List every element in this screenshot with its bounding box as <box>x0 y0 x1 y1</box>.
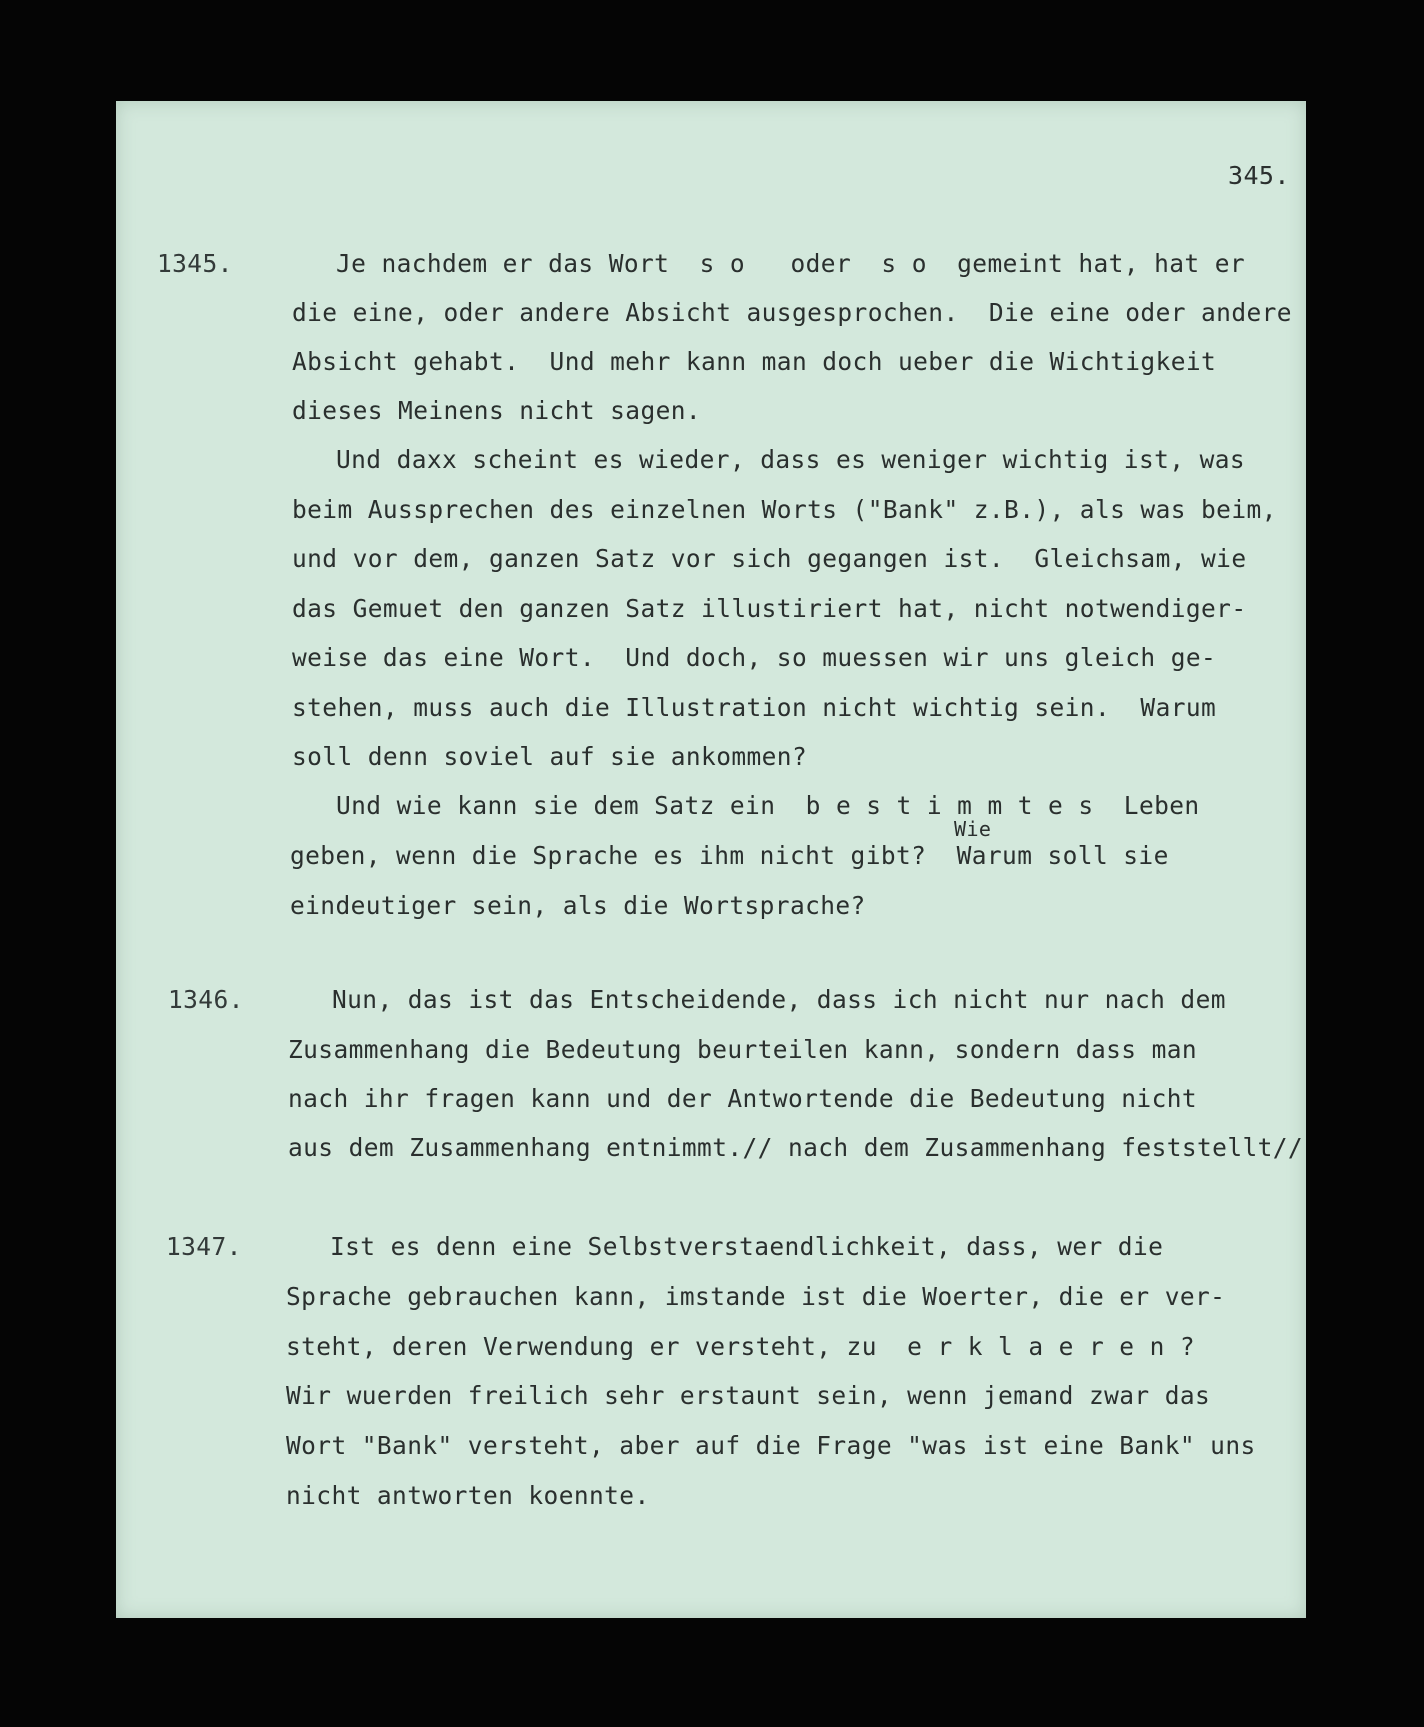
section-1345-line-10: stehen, muss auch die Illustration nicht wichtig sein. Warum <box>292 693 1217 722</box>
section-1345-line-13: geben, wenn die Sprache es ihm nicht gibt? Warum soll sie <box>290 841 1169 870</box>
section-number-1347: 1347. <box>166 1232 242 1261</box>
section-1347-line-3: steht, deren Verwendung er versteht, zu e r k l a e r e n ? <box>286 1332 1196 1361</box>
section-1346-line-2: Zusammenhang die Bedeutung beurteilen kann, sondern dass man <box>288 1035 1198 1064</box>
section-1345-line-11: soll denn soviel auf sie ankommen? <box>292 742 808 771</box>
section-1347-line-5: Wort "Bank" versteht, aber auf die Frage "was ist eine Bank" uns <box>286 1431 1256 1460</box>
section-1347-line-1: Ist es denn eine Selbstverstaendlichkeit, dass, wer die <box>330 1232 1164 1261</box>
section-1346-line-1: Nun, das ist das Entscheidende, dass ich nicht nur nach dem <box>332 985 1226 1014</box>
section-1346-line-4: aus dem Zusammenhang entnimmt.// nach dem Zusammenhang feststellt// <box>288 1133 1304 1162</box>
section-1345-line-2: die eine, oder andere Absicht ausgesprochen. Die eine oder andere <box>292 298 1292 327</box>
section-1347-line-4: Wir wuerden freilich sehr erstaunt sein, wenn jemand zwar das <box>286 1381 1211 1410</box>
section-1345-line-7: und vor dem, ganzen Satz vor sich gegangen ist. Gleichsam, wie <box>292 544 1247 573</box>
section-1345-line-4: dieses Meinens nicht sagen. <box>292 396 702 425</box>
section-1347-line-2: Sprache gebrauchen kann, imstande ist die Woerter, die er ver- <box>286 1282 1226 1311</box>
section-number-1345: 1345. <box>157 249 233 278</box>
section-1345-line-8: das Gemuet den ganzen Satz illustiriert hat, nicht notwendiger- <box>292 594 1247 623</box>
section-number-1346: 1346. <box>168 985 244 1014</box>
section-1345-line-6: beim Aussprechen des einzelnen Worts ("Bank" z.B.), als was beim, <box>292 495 1277 524</box>
page-number: 345. <box>1228 161 1290 190</box>
section-1346-line-3: nach ihr fragen kann und der Antwortende die Bedeutung nicht <box>288 1084 1198 1113</box>
section-1347-line-6: nicht antworten koennte. <box>286 1481 650 1510</box>
section-1345-line-1: Je nachdem er das Wort s o oder s o gemeint hat, hat er <box>336 249 1246 278</box>
section-1345-line-12: Und wie kann sie dem Satz ein b e s t i m m t e s Leben <box>336 791 1200 820</box>
interlinear-insertion: Wie <box>954 817 992 841</box>
section-1345-line-14: eindeutiger sein, als die Wortsprache? <box>290 891 866 920</box>
typescript-page <box>116 101 1306 1618</box>
section-1345-line-3: Absicht gehabt. Und mehr kann man doch ueber die Wichtigkeit <box>292 347 1217 376</box>
section-1345-line-5: Und daxx scheint es wieder, dass es weniger wichtig ist, was <box>336 445 1246 474</box>
section-1345-line-9: weise das eine Wort. Und doch, so muessen wir uns gleich ge- <box>292 643 1217 672</box>
